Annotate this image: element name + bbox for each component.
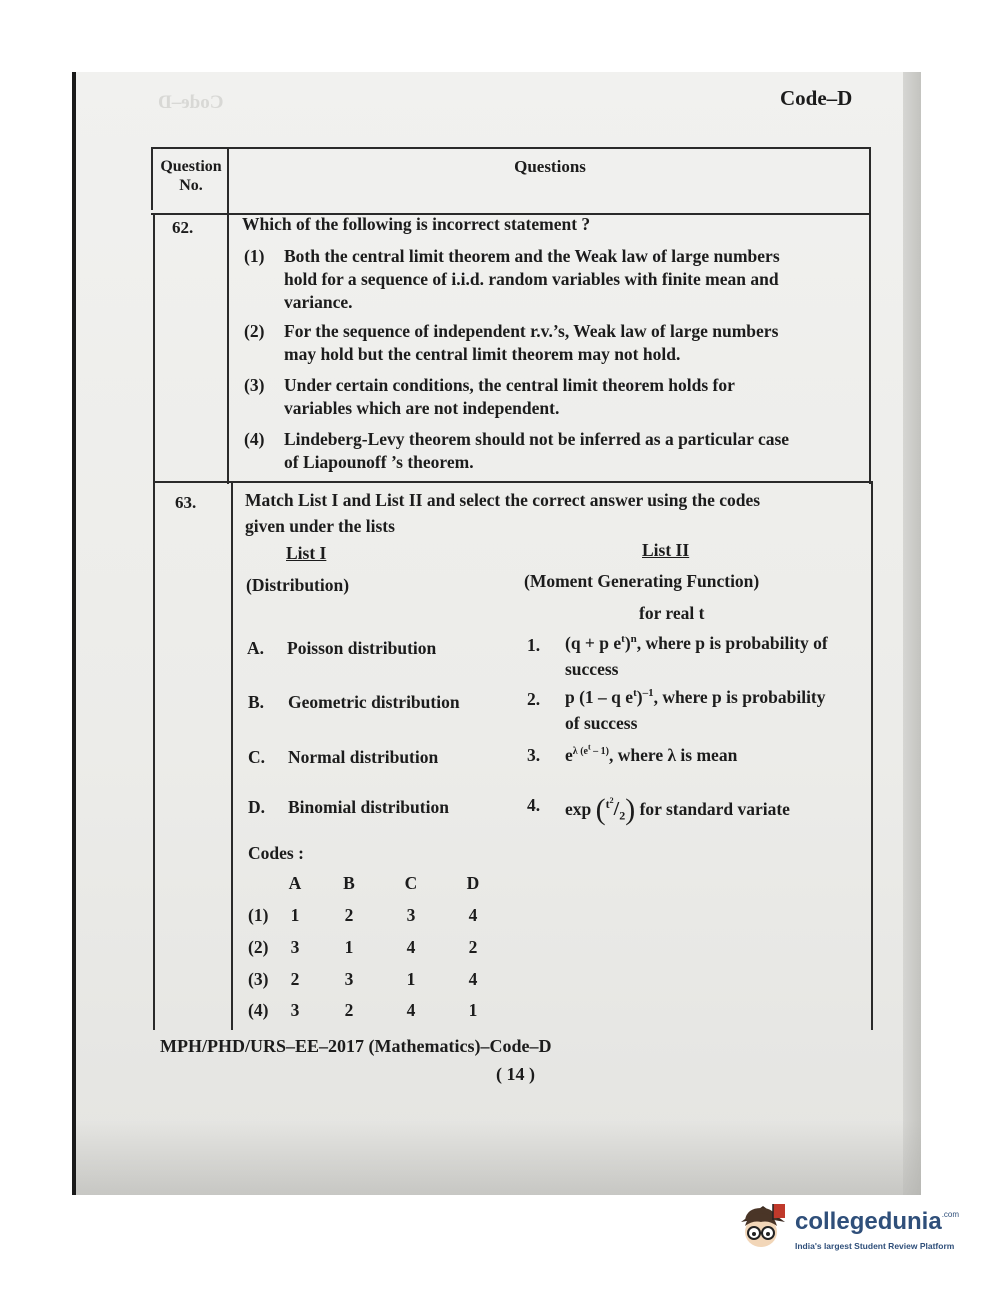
question-number-63: 63. [175,493,197,512]
page-number: ( 14 ) [496,1064,535,1084]
codes-label: Codes : [248,843,304,863]
codes-cell: 1 [406,969,416,989]
codes-cell: 3 [406,905,416,925]
list-2-item-2: p (1 – q $e^t)^{-1}$, where p is probability [565,687,826,707]
codes-cell: 3 [290,1000,300,1020]
table-column-divider [227,147,229,484]
list-1-item-c-label: C. [248,747,266,767]
table-border-left [151,147,153,210]
list-2-item-4: $\exp (^{t^2}/_2)$ for standard variate [565,793,790,826]
paper-code: Code–D [780,86,853,110]
question-62-text: Which of the following is incorrect statement ? [242,214,591,234]
list-2-title: List II [642,540,690,560]
list-1-item-a: Poisson distribution [287,638,437,658]
codes-cell: 2 [344,1000,354,1020]
q62-option-1: (1) Both the central limit theorem and the Weak law of large numbers hold for a sequence of i.i.d. random variables with finite mean and variance. [244,246,780,312]
logo-tagline: India's largest Student Review Platform [795,1241,955,1251]
question-63-text: Match List I and List II and select the correct answer using the codes given under the lists [245,490,761,536]
list-1-subtitle: (Distribution) [246,575,350,595]
list-2-subtitle-2: for real t [639,603,705,623]
collegedunia-logo[interactable] [735,1198,960,1258]
table-row-divider [153,481,873,483]
list-2-item-1-label: 1. [527,635,541,655]
list-2-item-2-label: 2. [527,689,541,709]
table-border-right [869,147,871,484]
header-question-number: Question No. [160,158,222,194]
scan-left-edge [72,72,76,1195]
logo-wordmark: collegedunia$^{.com}$ [795,1208,960,1235]
codes-cell: 3 [344,969,354,989]
table-column-divider [231,483,233,1030]
codes-cell: 1 [290,905,300,925]
bleed-through-text: Code–D [158,92,224,113]
codes-header-c: C [404,873,418,893]
codes-option-2: (2) [248,937,269,957]
list-2-item-4-label: 4. [527,795,541,815]
list-1-item-b-label: B. [248,692,265,712]
list-2-item-3: $e^{\lambda (e^t - 1)}$, where λ is mean [565,743,738,766]
codes-cell: 1 [468,1000,478,1020]
codes-cell: 3 [290,937,300,957]
list-1-title: List I [286,543,327,563]
codes-cell: 2 [290,969,300,989]
codes-cell: 1 [344,937,354,957]
page-footer: MPH/PHD/URS–EE–2017 (Mathematics)–Code–D [160,1036,552,1056]
codes-cell: 4 [468,905,478,925]
codes-option-4: (4) [248,1000,269,1020]
question-number-62: 62. [172,218,194,237]
list-2-item-2-line2: of success [565,713,638,733]
scan-right-edge [903,72,921,1195]
codes-header-b: B [343,873,355,893]
q62-option-2: (2) For the sequence of independent r.v.’s, Weak law of large numbers may hold but the central limit theorem may not hold. [244,321,779,364]
list-1-item-a-label: A. [247,638,265,658]
q62-option-4: (4) Lindeberg-Levy theorem should not be inferred as a particular case of Liapounoff ’s theorem. [244,429,790,472]
mascot-icon [735,1198,791,1256]
q62-option-3: (3) Under certain conditions, the central limit theorem holds for variables which are not independent. [244,375,735,418]
list-2-item-3-label: 3. [527,745,541,765]
codes-cell: 2 [344,905,354,925]
header-questions: Questions [514,157,586,176]
list-2-item-1: (q + p $e^t)^n$, where p is probability of [565,633,828,653]
table-border-right [871,483,873,1030]
codes-cell: 4 [406,1000,416,1020]
codes-option-1: (1) [248,905,269,925]
codes-cell: 4 [406,937,416,957]
list-2-item-1-line2: success [565,659,619,679]
codes-cell: 2 [468,937,478,957]
codes-header-a: A [288,873,302,893]
list-1-item-c: Normal distribution [288,747,439,767]
list-1-item-d: Binomial distribution [288,797,449,817]
codes-option-3: (3) [248,969,269,989]
table-border-top [151,147,871,149]
list-1-item-d-label: D. [248,797,266,817]
list-1-item-b: Geometric distribution [288,692,460,712]
codes-cell: 4 [468,969,478,989]
table-border-left [153,215,155,1030]
scan-bottom-shade [76,1120,921,1195]
codes-header-d: D [466,873,480,893]
list-2-subtitle: (Moment Generating Function) [524,571,760,591]
